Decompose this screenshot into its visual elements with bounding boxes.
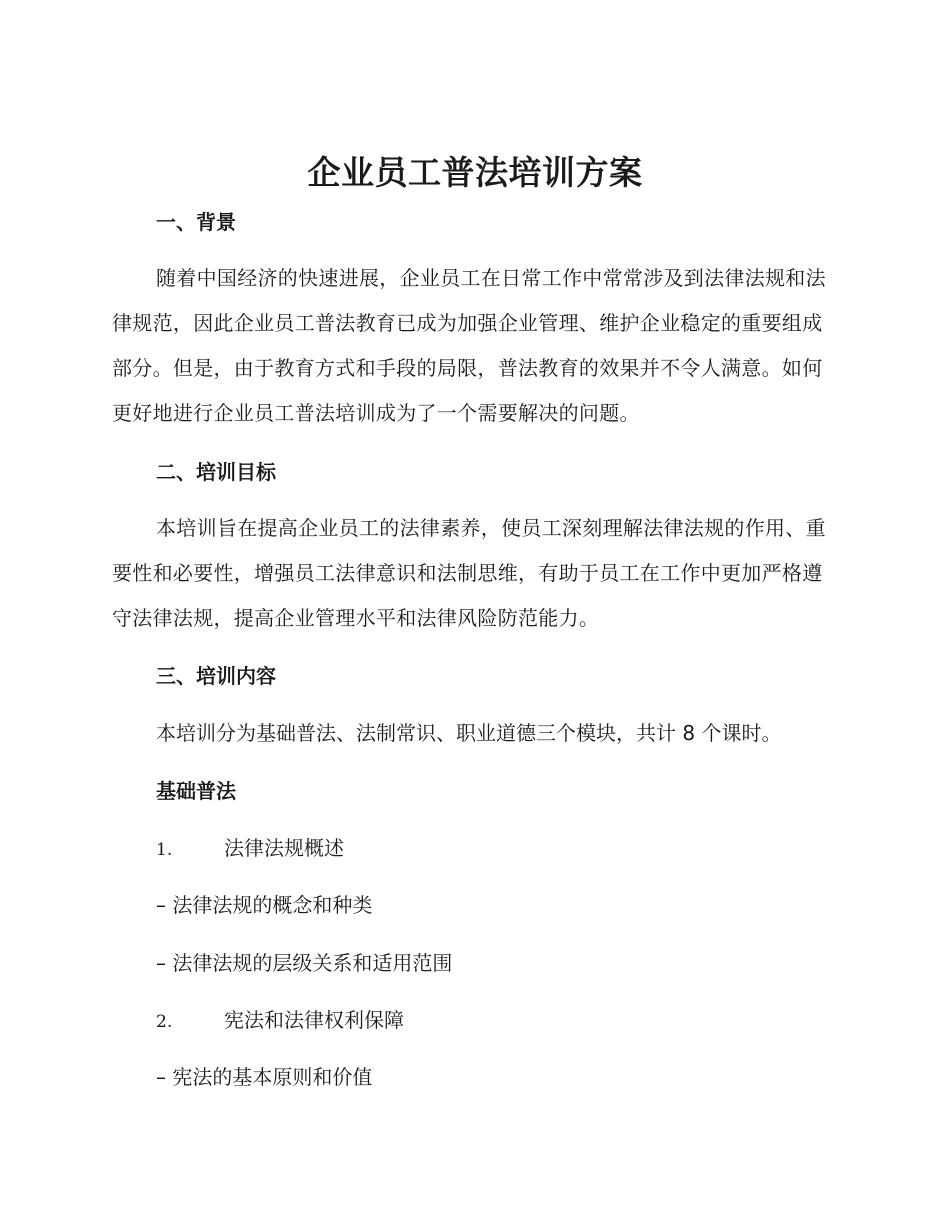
list-item [156,833,344,865]
goal-paragraph: 本培训旨在提高企业员工的法律素养，使员工深刻理解法律法规的作用、重要性和必要性，增强员工法律意识和法制思维，有助于员工在工作中更加严格遵守法律法规，提高企业管理水平和法律风险防范能力。 [112,516,826,630]
document-title: 企业员工普法培训方案 [307,153,643,192]
sub-list-item: – 法律法规的概念和种类 [156,893,373,917]
list-item-number: 1. [156,840,173,860]
section-heading-goal: 二、培训目标 [156,460,276,484]
list-item-title: 法律法规概述 [224,836,344,860]
section-heading-content: 三、培训内容 [156,664,276,688]
list-item [156,1005,404,1037]
sub-list-item: – 法律法规的层级关系和适用范围 [156,951,453,975]
list-item-number: 2. [156,1012,173,1032]
list-item-title: 宪法和法律权利保障 [224,1008,404,1032]
module-title: 基础普法 [156,779,236,803]
background-paragraph: 随着中国经济的快速进展，企业员工在日常工作中常常涉及到法律法规和法律规范，因此企业员工普法教育已成为加强企业管理、维护企业稳定的重要组成部分。但是，由于教育方式和手段的局限，普法教育的效果并不令人满意。如何更好地进行企业员工普法培训成为了一个需要解决的问题。 [112,266,826,425]
section-heading-background: 一、背景 [156,210,236,234]
content-paragraph: 本培训分为基础普法、法制常识、职业道德三个模块，共计 8 个课时。 [156,721,782,745]
sub-list-item: – 宪法的基本原则和价值 [156,1065,373,1089]
